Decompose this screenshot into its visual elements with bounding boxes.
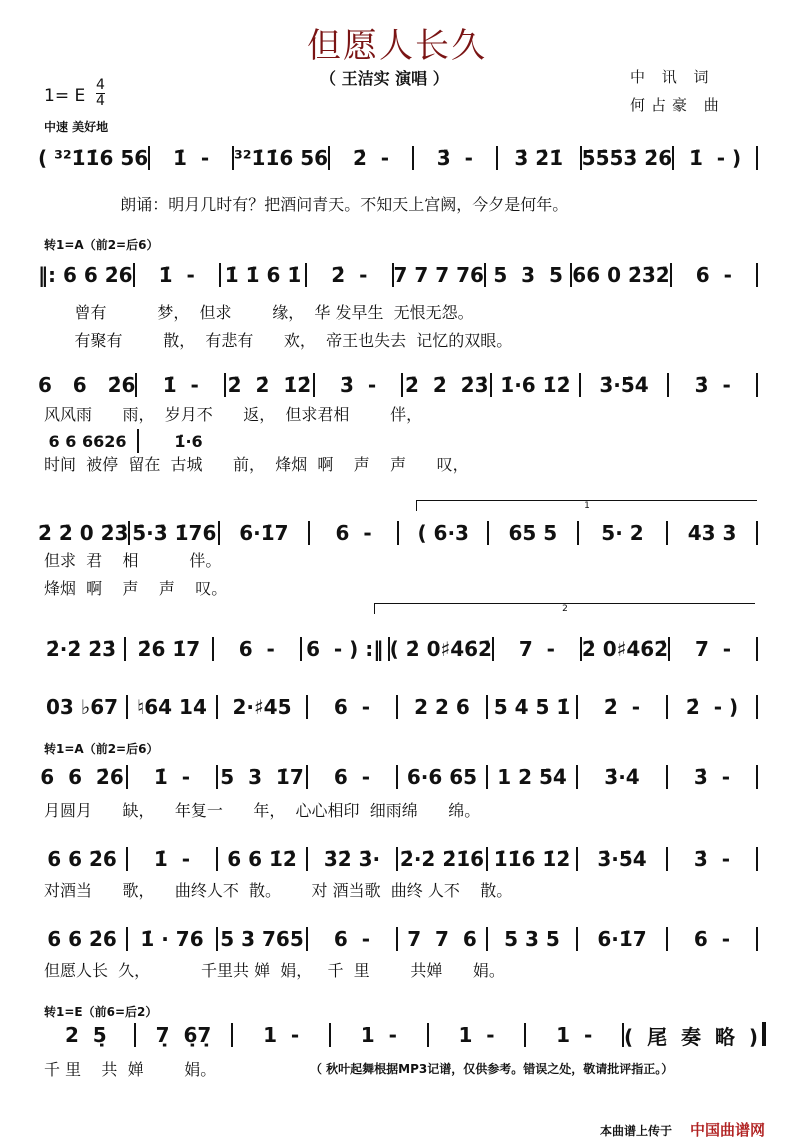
measure: ( 6·3 <box>417 521 469 545</box>
key-signature: 1= E <box>44 86 86 106</box>
lyric-line: 月圆月 缺， 年复一 年， 心心相印 细雨绵 绵。 <box>44 801 481 820</box>
measure: 2̇ - ) <box>685 695 739 719</box>
music-line <box>38 694 758 720</box>
music-line <box>38 1022 758 1048</box>
measure: 2̇·2̇ 2̇1̇6 <box>399 847 485 871</box>
measure: 1̇ · 76 <box>140 927 204 951</box>
barline <box>756 637 758 661</box>
site-logo[interactable]: 中国曲谱网 <box>690 1121 766 1139</box>
measure: 03 ♭67 <box>45 695 119 719</box>
measure: 6 - <box>695 263 732 287</box>
measure: 1 2 5̇4̇ <box>497 765 567 789</box>
measure: 1̇·6 <box>174 431 203 451</box>
measure: 2̇ 0♯4̇6̇2̇ <box>581 637 669 661</box>
measure: 5̇5̇5̇3̇ 2̇6 <box>581 146 673 170</box>
key-change: 转1=A（前2=后6） <box>44 238 159 252</box>
measure: 2̇·2̇ 2̇3̇ <box>45 637 117 661</box>
measure: 5 3 5 <box>493 263 563 287</box>
music-line <box>38 764 758 790</box>
music-line <box>38 145 758 171</box>
measure: 6 6 2̇6 <box>47 927 117 951</box>
measure: 2 5̣ <box>64 1023 107 1047</box>
measure: 6·1̇7 <box>239 521 289 545</box>
lyric-line: 但求 君 相 伴。 <box>44 551 222 570</box>
measure: 7 - <box>694 637 732 661</box>
key-change: 转1=E（前6=后2） <box>44 1005 158 1019</box>
lyric-line: 曾有 梦， 但求 缘， 华 发早生 无恨无怨。 <box>44 303 474 322</box>
measure: 6 - <box>238 637 275 661</box>
measure: 1̇ - <box>158 263 195 287</box>
measure: 5̇·3̇ 1̇76 <box>132 521 217 545</box>
music-line <box>38 636 758 662</box>
measure: 1 - <box>263 1023 300 1047</box>
measure: 6·6 65 <box>406 765 478 789</box>
music-line <box>38 372 758 398</box>
measure: 7 - <box>518 637 555 661</box>
barline <box>756 146 758 170</box>
barline <box>756 373 758 397</box>
lyric-line: 千 里 共 婵 娟。 <box>44 1060 217 1079</box>
measure: 3̇·5̇4̇ <box>599 373 649 397</box>
measure: 6 6 2̇6 <box>40 765 124 789</box>
measure: 1̇·6 1̇2̇ <box>500 373 571 397</box>
measure: 6 - <box>333 695 371 719</box>
measure: 6 6 6626 <box>48 431 127 451</box>
measure: 65 5 <box>508 521 558 545</box>
lyric-line: 风风雨 雨， 岁月不 返， 但求君相 伴， <box>44 405 423 424</box>
barline <box>756 263 758 287</box>
measure: 2̇ - <box>603 695 641 719</box>
measure: 1̇ - <box>153 847 191 871</box>
music-line <box>38 428 238 454</box>
measure: 6 - <box>693 927 731 951</box>
measure: 6 - <box>335 521 372 545</box>
barline <box>756 847 758 871</box>
composer: 何占豪 曲 <box>630 96 725 114</box>
measure: 3̇ 2̇1̇ <box>514 146 564 170</box>
measure: 7 7 6 <box>407 927 477 951</box>
lyric-line: 有聚有 散， 有悲有 欢， 帝王也失去 记忆的双眼。 <box>44 331 513 350</box>
measure: 5 3 1̇7 <box>220 765 304 789</box>
measure: 1̇1̇6 1̇2̇ <box>493 847 571 871</box>
singer: （ 王洁实 演唱 ） <box>320 69 449 88</box>
measure: 66 0 2̇3̇2̇ <box>572 263 670 287</box>
measure: 7 7 7 76 <box>393 263 484 287</box>
time-top: 4 <box>96 77 105 93</box>
measure: 5 3 5 <box>504 927 560 951</box>
measure: 2̇ 2̇ 0 2̇3̇ <box>38 521 129 545</box>
lyric-line: 朗诵：明月几时有？把酒问青天。不知天上宫阙，今夕是何年。 <box>44 195 569 214</box>
measure: 1̇ - <box>162 373 199 397</box>
music-line <box>38 926 758 952</box>
upload-credit: 本曲谱上传于 <box>600 1124 673 1138</box>
music-line <box>38 520 758 546</box>
measure: 3̇·4̇ <box>604 765 640 789</box>
time-bottom: 4 <box>96 93 105 109</box>
music-line <box>38 262 758 288</box>
measure: ♮64 14 <box>137 695 207 719</box>
measure: 5· 2 <box>601 521 644 545</box>
measure: 1 - <box>556 1023 593 1047</box>
measure: 1̇ - <box>153 765 191 789</box>
measure: ( 2̇ 0♯4̇6̇2̇ <box>389 637 492 661</box>
measure: 2 2 6 <box>414 695 470 719</box>
measure: 7̣ 6̣7̣ <box>155 1023 212 1047</box>
measure: ³²1̇1̇6 56 <box>234 146 329 170</box>
tempo-marking: 中速 美好地 <box>44 120 109 134</box>
measure: 3̇ - <box>693 765 731 789</box>
transcriber-note: （ 秋叶起舞根据MP3记谱，仅供参考。错误之处，敬请批评指正。） <box>310 1062 674 1076</box>
measure: 2̇ - <box>331 263 368 287</box>
lyric-line: 时间 被停 留在 古城 前， 烽烟 啊 声 声 叹， <box>44 455 469 474</box>
measure: 3̇ - <box>694 373 731 397</box>
barline <box>756 695 758 719</box>
key-change: 转1=A（前2=后6） <box>44 742 159 756</box>
measure: 3̇ - <box>693 847 731 871</box>
volta-2: 2 <box>374 603 755 614</box>
measure: 1̇ 1̇ 6 1̇ <box>224 263 302 287</box>
measure: 1̇ - ) <box>688 146 742 170</box>
measure: 2·♯45 <box>232 695 292 719</box>
measure: 6·1̇7 <box>597 927 647 951</box>
measure: 2̇ 2̇ 2̇3̇ <box>404 373 489 397</box>
measure: 6 6 2̇6 <box>47 847 117 871</box>
barline <box>756 521 758 545</box>
measure: 6 - <box>333 765 371 789</box>
lyric-line: 烽烟 啊 声 声 叹。 <box>44 579 228 598</box>
time-signature <box>96 78 105 109</box>
lyric-line: 但愿人长 久， 千里共 婵 娟， 千 里 共婵 娟。 <box>44 961 505 980</box>
measure: 2̇ 2̇ 1̇2̇ <box>227 373 312 397</box>
measure: 1 - <box>360 1023 397 1047</box>
measure: ( ³²1̇1̇6 56 <box>38 146 149 170</box>
volta-1: 1 <box>416 500 757 511</box>
measure: ‖: 6 6 2̇6 <box>38 263 133 287</box>
measure: 5 3 765 <box>220 927 304 951</box>
measure: 1 - <box>458 1023 495 1047</box>
measure: 5 4 5 1̇ <box>493 695 571 719</box>
measure: 3̇ - <box>436 146 473 170</box>
measure: 3̇·5̇4̇ <box>597 847 647 871</box>
song-title: 但愿人长久 <box>307 26 487 66</box>
measure: 43 3 <box>687 521 737 545</box>
barline <box>756 765 758 789</box>
measure: 6 6 1̇2̇ <box>227 847 297 871</box>
measure: ( 尾 奏 略 ) <box>624 1024 759 1049</box>
lyricist: 中 讯 词 <box>630 68 715 86</box>
measure: 2̇ - <box>352 146 390 170</box>
measure: 3̇ - <box>340 373 377 397</box>
measure: 1̇ - <box>173 146 210 170</box>
measure: 3̇2̇ 3̇· <box>323 847 381 871</box>
measure: 2̇6 1̇7 <box>137 637 201 661</box>
measure: 6 6 2̇6 <box>38 373 136 397</box>
lyric-line: 对酒当 歌， 曲终人不 散。 对 酒当歌 曲终 人不 散。 <box>44 881 513 900</box>
barline <box>756 927 758 951</box>
final-barline <box>762 1022 766 1046</box>
music-line <box>38 846 758 872</box>
measure: 6 - ) :‖ <box>306 637 384 661</box>
measure: 6 - <box>333 927 371 951</box>
